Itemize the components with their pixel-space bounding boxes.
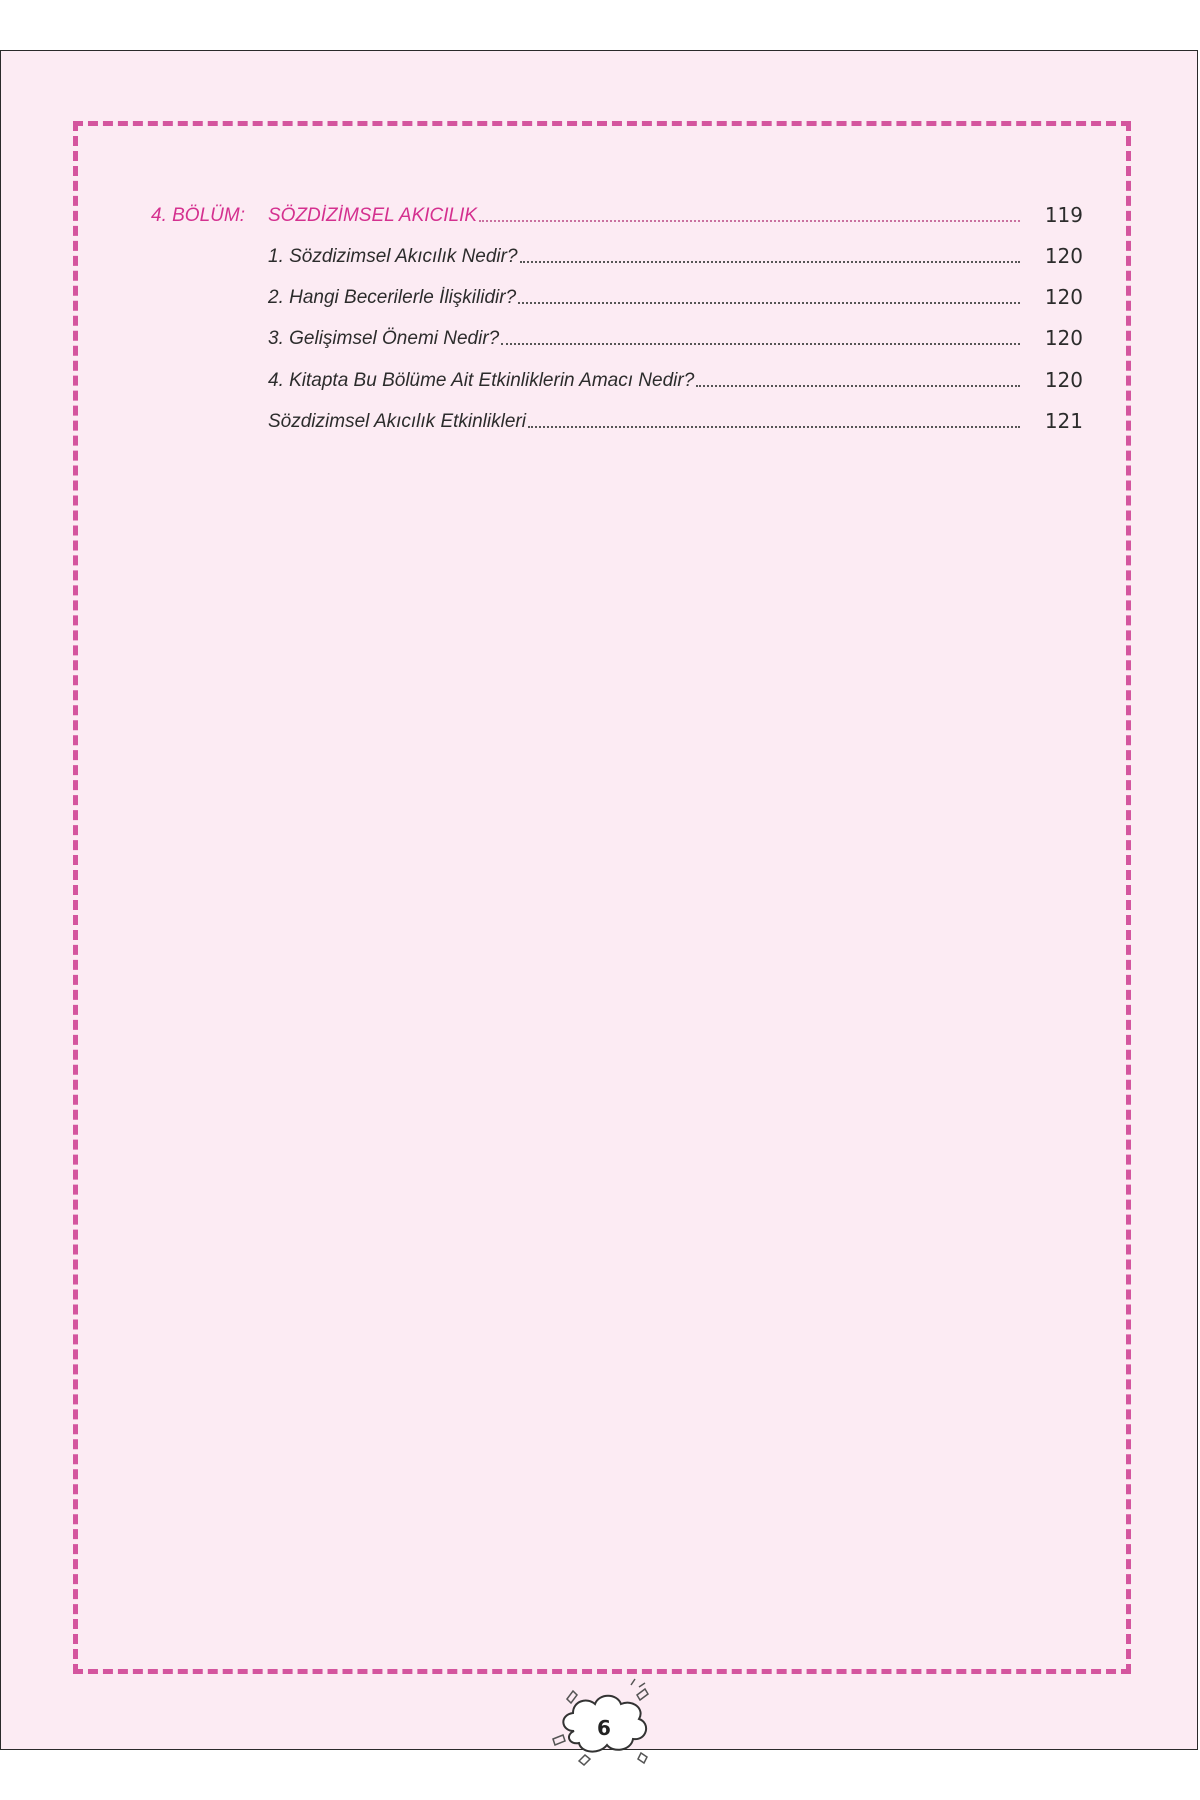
chapter-page-number: 119 [1044,203,1083,227]
page-number-badge [539,1669,669,1779]
toc-item-row [1,405,1197,435]
dot-leader [696,384,1020,387]
dot-leader [501,342,1020,345]
toc-item-title: 4. Kitapta Bu Bölüme Ait Etkinliklerin Amacı Nedir? [268,370,695,391]
toc-item-row [1,281,1197,311]
toc-entry [268,370,1022,392]
toc-item-title: 1. Sözdizimsel Akıcılık Nedir? [268,246,518,267]
toc-entry [268,411,1022,433]
toc-item-page-number: 120 [1044,326,1083,350]
toc-item-row [1,364,1197,394]
chapter-entry [268,205,1022,227]
chapter-title: SÖZDİZİMSEL AKICILIK [268,205,478,226]
toc-entry [268,287,1022,309]
dot-leader [520,260,1020,263]
toc-item-page-number: 120 [1044,285,1083,309]
dot-leader [479,219,1020,222]
toc-entry [268,246,1022,268]
page-number: 6 [597,1716,611,1740]
dot-leader [528,425,1020,428]
toc-item-page-number: 120 [1044,244,1083,268]
dot-leader [518,301,1020,304]
toc-item-row [1,322,1197,352]
toc-entry [268,328,1022,350]
toc-item-title: 3. Gelişimsel Önemi Nedir? [268,328,500,349]
toc-item-page-number: 120 [1044,368,1083,392]
toc-item-page-number: 121 [1044,409,1083,433]
document-page [0,50,1198,1750]
dashed-border-frame [73,121,1131,1674]
toc-item-title: Sözdizimsel Akıcılık Etkinlikleri [268,411,526,432]
chapter-label: 4. BÖLÜM: [151,205,245,226]
toc-chapter-row [1,199,1197,229]
toc-item-row [1,240,1197,270]
toc-item-title: 2. Hangi Becerilerle İlişkilidir? [268,287,517,308]
